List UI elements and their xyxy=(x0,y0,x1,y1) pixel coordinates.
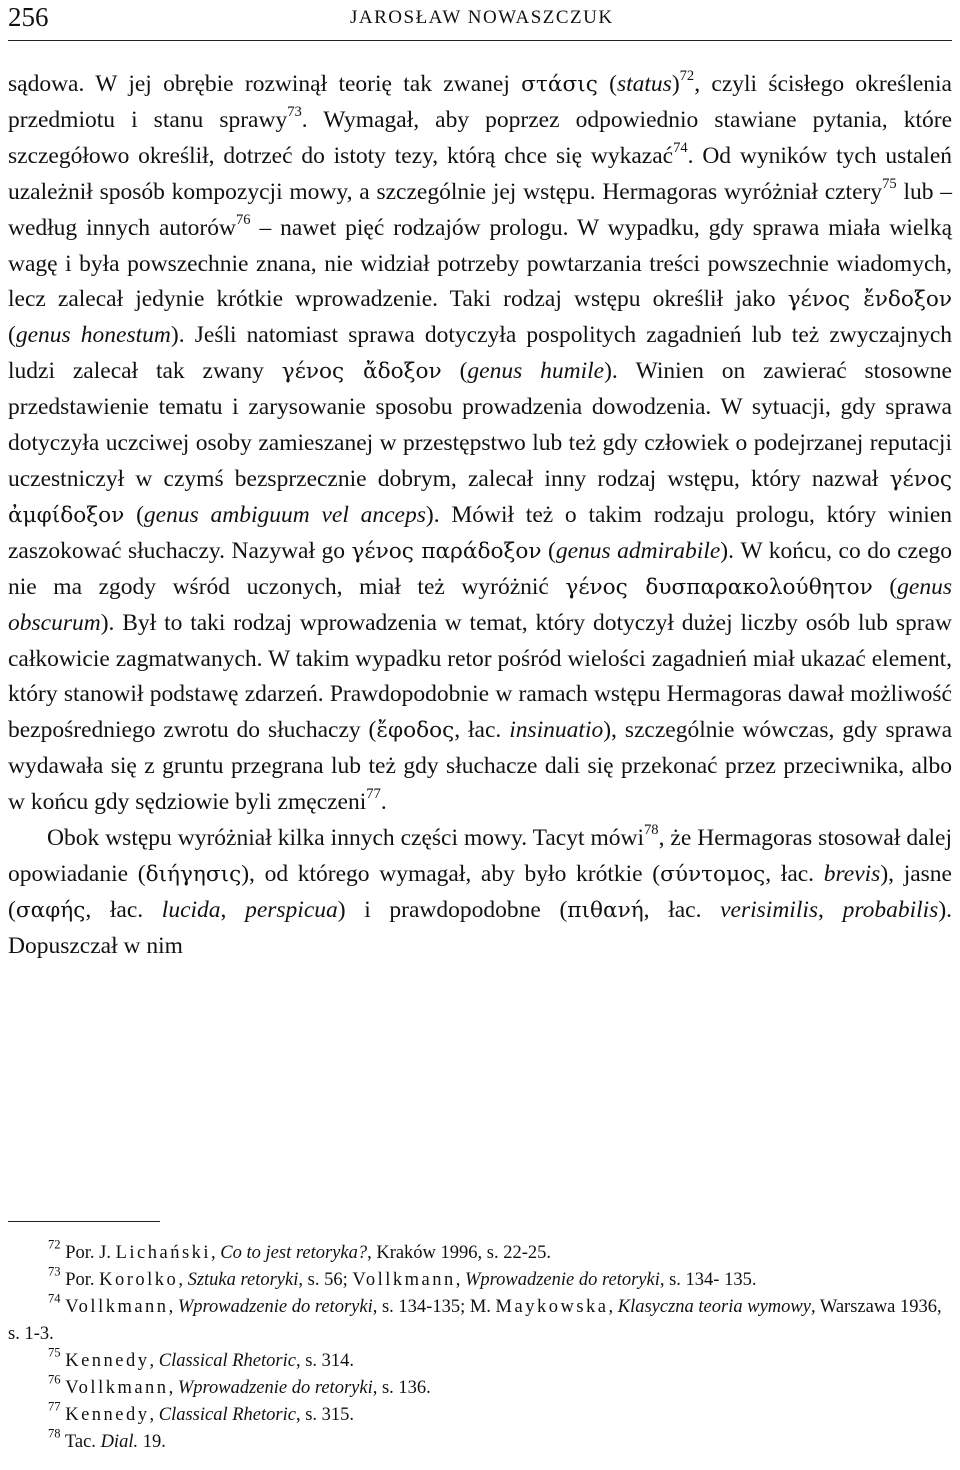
text-run: , s. 134- 135. xyxy=(659,1270,757,1290)
greek-term: ἔφοδος xyxy=(376,718,455,744)
italic-text: perspicua xyxy=(245,896,338,923)
body-paragraph xyxy=(8,821,952,965)
text-run: , xyxy=(168,1297,178,1317)
greek-term: σύντομος xyxy=(660,861,766,887)
text-run: ( xyxy=(541,537,556,564)
text-run: , xyxy=(149,1351,159,1371)
footnote-75 xyxy=(8,1345,952,1375)
running-head: JAROSŁAW NOWASZCZUK xyxy=(350,7,614,28)
text-run: , xyxy=(220,896,246,923)
footnote-marker: 72 xyxy=(679,68,695,85)
author-name: Vollkmann xyxy=(65,1378,169,1398)
footnotes xyxy=(8,1237,952,1456)
text-run: ( xyxy=(124,501,144,528)
text-run: ). W końcu, co do czego nie ma zgody wśród uczonych, miał też wyróżnić xyxy=(8,537,952,600)
author-name: Kennedy xyxy=(65,1351,150,1371)
text-run: Obok wstępu wyróżniał kilka innych części mowy. Tacyt mówi xyxy=(47,825,645,852)
footnote-76 xyxy=(8,1372,952,1402)
greek-term: διήγησις xyxy=(145,861,242,887)
text-run: Por. xyxy=(60,1270,100,1290)
text-run: ( xyxy=(872,573,898,600)
text-run: ) i prawdopodobne ( xyxy=(337,896,568,923)
author-name: Kennedy xyxy=(65,1405,150,1425)
footnote-marker: 74 xyxy=(48,1291,61,1306)
greek-term: πιθανή xyxy=(567,897,644,923)
text-run: 19. xyxy=(138,1432,166,1452)
author-name: Maykowska xyxy=(495,1297,609,1317)
text-run: , łac. xyxy=(454,717,510,744)
italic-text: genus humile xyxy=(467,358,605,385)
text-run: sądowa. W jej obrębie rozwinął teorię tak zwanej xyxy=(8,71,522,97)
body-text xyxy=(8,67,952,965)
italic-text: lucida xyxy=(161,896,221,923)
author-name: Vollkmann xyxy=(65,1297,169,1317)
italic-text: genus ambiguum vel anceps xyxy=(143,501,426,528)
greek-term: γένος δυσπαρακολούθητον xyxy=(565,574,873,600)
text-run: ). Jeśli natomiast sprawa dotyczyła pospolitych zagadnień lub też zwyczajnych ludzi zalecał tak zwany xyxy=(8,322,952,385)
text-run: , xyxy=(168,1378,178,1398)
text-run: , xyxy=(178,1270,188,1290)
italic-text: Wprowadzenie do retoryki xyxy=(464,1270,660,1290)
italic-text: Classical Rhetoric xyxy=(158,1351,296,1371)
footnote-73 xyxy=(8,1264,952,1294)
text-run: ), od którego wymagał, aby było krótkie ( xyxy=(241,860,661,887)
italic-text: genus honestum xyxy=(15,322,171,349)
italic-text: Klasyczna teoria wymowy xyxy=(617,1297,811,1317)
footnote-marker: 78 xyxy=(48,1426,61,1441)
italic-text: Dial. xyxy=(100,1432,139,1452)
italic-text: Classical Rhetoric xyxy=(158,1405,296,1425)
greek-term: γένος ἄδοξον xyxy=(281,359,442,385)
footnote-74 xyxy=(8,1291,952,1348)
footnote-separator xyxy=(8,1221,160,1222)
text-run: , łac. xyxy=(643,896,721,923)
text-run: , łac. xyxy=(765,860,824,887)
italic-text: genus admirabile xyxy=(555,537,721,564)
footnote-marker: 72 xyxy=(48,1237,61,1252)
italic-text: brevis xyxy=(823,860,881,887)
text-run: ) xyxy=(671,71,680,97)
page-number: 256 xyxy=(8,2,49,32)
text-run: , że Hermagoras stosował dalej opowiadanie ( xyxy=(8,825,952,887)
text-run: , xyxy=(211,1243,221,1263)
text-run: , xyxy=(455,1270,465,1290)
footnote-marker: 73 xyxy=(48,1264,61,1279)
author-name: Korolko xyxy=(99,1270,179,1290)
text-run: , xyxy=(818,896,843,923)
text-run: , s. 136. xyxy=(372,1378,431,1398)
footnote-marker: 77 xyxy=(48,1399,61,1414)
text-run: ). Był to taki rodzaj wprowadzenia w temat, który dotyczył dużej liczby osób lub spraw całkowicie zagmatwanych. W takim wypadku retor pośród wielości zagadnień miał ukazać element, który stanowił podstawę zdarzeń. Prawdopodobnie w ramach wstępu Hermagoras dawał możliwość bezpośredniego zwrotu do słuchaczy ( xyxy=(8,609,952,744)
text-run: ). Winien on zawierać stosowne przedstawienie tematu i zarysowanie sposobu prowadzenia dowodzenia. W sytuacji, gdy sprawa dotyczyła uczciwej osoby zamieszanej w przestępstwo lub też gdy człowiek o podejrzanej reputacji uczestniczył w czymś bezsprzecznie dobrym, zalecał inny rodzaj wstępu, który nazwał xyxy=(8,358,952,492)
text-run: , Warszawa 1936, s. 1-3. xyxy=(8,1297,942,1344)
text-run: Por. J. xyxy=(60,1243,116,1263)
text-run: . Wymagał, aby poprzez odpowiednio stawiane pytania, które szczegółowo określił, dotrzeć do istoty tezy, którą chce się wykazać xyxy=(8,106,953,169)
text-run: – nawet pięć rodzajów prologu. W wypadku, gdy sprawa miała wielką wagę i była powszechnie znana, nie widział potrzeby powtarzania treści powszechnie wiadomych, lecz zalecał jedynie krótkie wprowadzenie. Taki rodzaj wstępu określił jako xyxy=(8,214,952,313)
text-run: lub – według innych autorów xyxy=(8,178,953,241)
text-run: , łac. xyxy=(85,896,162,923)
text-run: ( xyxy=(441,358,468,385)
text-run: Tac. xyxy=(60,1432,101,1452)
italic-text: status xyxy=(616,71,672,97)
text-run: . Od wyników tych ustaleń uzależnił sposób kompozycji mowy, a szczególnie jej wstępu. Hermagoras wyróżniał cztery xyxy=(8,142,952,205)
footnote-marker: 73 xyxy=(287,103,302,120)
italic-text: probabilis xyxy=(842,896,939,923)
footnote-78 xyxy=(8,1426,952,1456)
body-paragraph xyxy=(8,67,952,821)
footnote-marker: 75 xyxy=(48,1345,61,1360)
italic-text: insinuatio xyxy=(509,717,604,744)
footnote-marker: 76 xyxy=(48,1372,61,1387)
footnote-72 xyxy=(8,1237,952,1267)
author-name: Vollkmann xyxy=(352,1270,456,1290)
text-run: , czyli ścisłego określenia przedmiotu i stanu sprawy xyxy=(8,71,952,133)
greek-term: γένος ἔνδοξον xyxy=(787,287,952,313)
text-run: . xyxy=(380,789,387,816)
text-run: , xyxy=(608,1297,618,1317)
footnote-marker: 78 xyxy=(644,822,659,839)
footnote-marker: 76 xyxy=(235,211,251,228)
footnote-77 xyxy=(8,1399,952,1429)
text-run: ). Dopuszczał w nim xyxy=(8,896,953,959)
italic-text: Wprowadzenie do retoryki xyxy=(177,1297,373,1317)
text-run: ( xyxy=(597,71,617,97)
italic-text: Wprowadzenie do retoryki xyxy=(177,1378,373,1398)
text-run: , s. 56; xyxy=(298,1270,353,1290)
footnote-marker: 77 xyxy=(366,786,381,803)
greek-term: γένος παράδοξον xyxy=(351,538,542,564)
italic-text: Co to jest retoryka? xyxy=(220,1243,368,1263)
text-run: ( xyxy=(8,322,16,349)
italic-text: verisimilis xyxy=(720,896,819,923)
page-header xyxy=(8,0,952,41)
text-run: , Kraków 1996, s. 22-25. xyxy=(367,1243,552,1263)
italic-text: genus obscurum xyxy=(8,573,952,636)
italic-text: Sztuka retoryki xyxy=(187,1270,299,1290)
text-run: , s. 314. xyxy=(295,1351,355,1371)
text-run: ). Mówił też o takim rodzaju prologu, który winien zaszokować słuchaczy. Nazywał go xyxy=(8,501,953,564)
greek-term: γένος ἀμφίδοξον xyxy=(8,466,952,528)
greek-term: στάσις xyxy=(521,72,598,97)
text-run: , s. 134-135; M. xyxy=(372,1297,496,1317)
footnote-marker: 75 xyxy=(882,175,897,192)
text-run: ), jasne ( xyxy=(8,860,952,923)
text-run: , xyxy=(149,1405,159,1425)
footnote-marker: 74 xyxy=(673,139,688,156)
text-run: , s. 315. xyxy=(295,1405,355,1425)
greek-term: σαφής xyxy=(15,897,86,923)
text-run: ), szczególnie wówczas, gdy sprawa wydawała się z gruntu przegrana lub też gdy słuchacze dali się przekonać przez przeciwnika, albo w końcu gdy sędziowie byli zmęczeni xyxy=(8,717,953,816)
author-name: Lichański xyxy=(115,1243,212,1263)
